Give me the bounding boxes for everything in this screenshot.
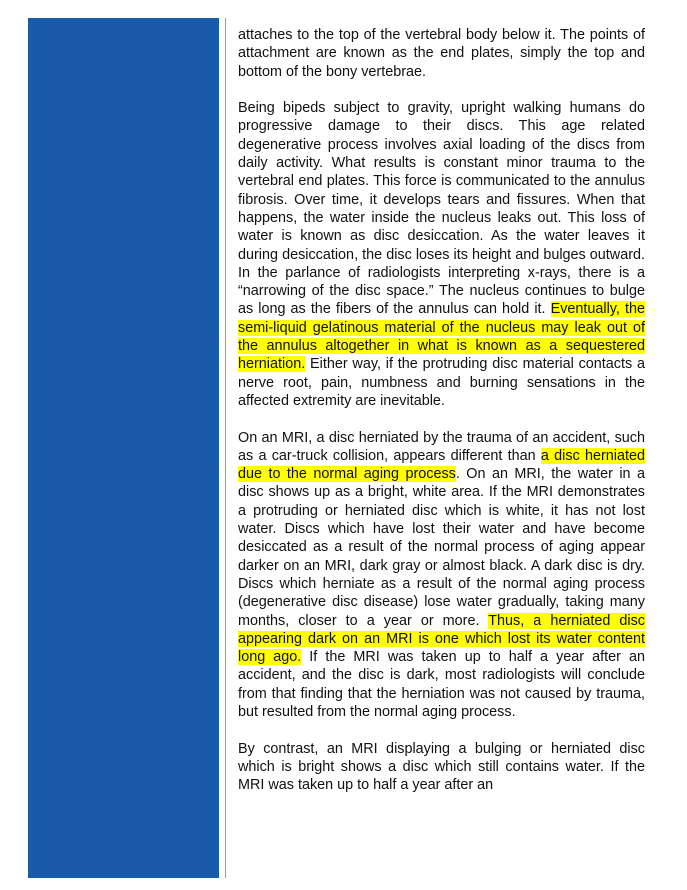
document-text-column [238, 26, 645, 813]
text-segment: By contrast, an MRI displaying a bulging or herniated disc which is bright shows a disc which still contains water. If the MRI was taken up to half a year after an [238, 740, 645, 794]
highlighted-text: a disc herniated due to the normal aging process [238, 447, 645, 483]
paragraph-3 [238, 429, 645, 722]
text-segment: Being bipeds subject to gravity, upright walking humans do progressive damage to their discs. This age related degenerative process involves axial loading of the discs from daily activity. What results is constant minor trauma to the vertebral end plates. This force is communicated to the annulus fibrosis. Over time, it develops tears and fissures. When that happens, the water inside the nucleus leaks out. This loss of water is known as disc desiccation. As the water leaves it during desiccation, the disc loses its height and bulges outward. In the parlance of radiologists interpreting x-rays, there is a “narrowing of the disc space.” The nucleus continues to bulge as long as the fibers of the annulus can hold it. [238, 100, 645, 318]
text-segment: If the MRI was taken up to half a year after an accident, and the disc is dark, most radiologists will conclude from that finding that the herniation was not caused by trauma, but resulted from the normal aging process. [238, 649, 645, 720]
text-segment: . On an MRI, the water in a disc shows up as a bright, white area. If the MRI demonstrates a protruding or herniated disc which is white, it has not lost water. Discs which have lost their water and have become desiccated as a result of the normal process of aging appear darker on an MRI, dark gray or almost black. A dark disc is dry. Discs which herniate as a result of the normal aging process (degenerative disc disease) lose water gradually, taking many months, closer to a year or more. [238, 466, 645, 629]
text-segment: On an MRI, a disc herniated by the trauma of an accident, such as a car-truck collision, appears different than [238, 429, 645, 464]
highlighted-text: Thus, a herniated disc appearing dark on an MRI is one which lost its water content long ago. [238, 612, 645, 666]
sidebar-color-band [28, 18, 219, 878]
paragraph-1 [238, 26, 645, 81]
text-segment: attaches to the top of the vertebral body below it. The points of attachment are known as the end plates, simply the top and bottom of the bony vertebrae. [238, 27, 645, 80]
column-divider [225, 18, 226, 878]
paragraph-2 [238, 99, 645, 410]
highlighted-text: Eventually, the semi-liquid gelatinous material of the nucleus may leak out of the annulus altogether in what is known as a sequestered herniation. [238, 301, 645, 373]
paragraph-4 [238, 740, 645, 795]
text-segment: Either way, if the protruding disc material contacts a nerve root, pain, numbness and burning sensations in the affected extremity are inevitable. [238, 356, 645, 409]
